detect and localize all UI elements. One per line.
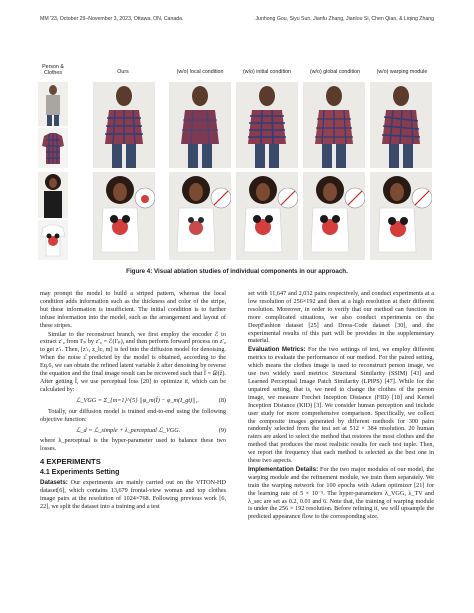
result-wo-local-1: [169, 82, 231, 168]
header-authors: Junhong Gou, Siyu Sun, Jianfu Zhang, Jianlou Si, Chen Qian, & Liqing Zhang: [255, 16, 434, 22]
paragraph-text: Our experiments are mainly carried out on the VITON-HD dataset[6], which contains 13,679 frontal-view woman and top clothes image pairs at the resolution of 1024×768. Following previous work [6, 22], we split the dataset into a training and a test: [40, 479, 226, 510]
paragraph-implementation: [248, 466, 434, 521]
paragraph: where λ_perceptual is the hyper-parameter used to balance these two losses.: [40, 437, 226, 453]
result-wo-warping-1: [370, 82, 432, 168]
result-wo-global-2: [303, 172, 365, 260]
equation-number: (8): [218, 396, 226, 404]
input-person-image-2: [38, 172, 68, 218]
result-wo-initial-1: [236, 82, 298, 168]
label-wo-local: (w/o) local condition: [176, 69, 224, 75]
left-text-column: [40, 290, 226, 512]
paragraph-datasets: [40, 479, 226, 511]
equation-8: [40, 397, 226, 405]
right-text-column: [248, 290, 434, 522]
label-wo-global: (w/o) global condition: [309, 69, 361, 75]
paragraph: may prompt the model to build a striped pattern, whereas the local condition adds information such as the thickness and color of the stripe, but these information is insufficient. The initial condition is to further infuse information into the model, such as the arrangement and layout of these stripes.: [40, 290, 226, 329]
paragraph-metrics: [248, 346, 434, 465]
result-ours-2: [93, 172, 155, 260]
paragraph: Totally, our diffusion model is trained end-to-end using the following objective function:: [40, 407, 226, 423]
runin-heading: Implementation Details:: [248, 465, 319, 473]
label-wo-warping: (w/o) warping module: [376, 69, 428, 75]
result-wo-initial-2: [236, 172, 298, 260]
figure-column-labels: [38, 64, 436, 80]
figure-image-grid: [38, 82, 436, 260]
result-ours-1: [93, 82, 155, 168]
paragraph-text: For the two major modules of our model, the warping module and the refinement module, we train them separately. We train the warping network for 100 epochs with Adam optimizer [21] for the learning rate of 5 × 10⁻⁵. The hyper-parameters λ_VGG, λ_TV and λ_sec are set as 0.2, 0.01 and 6. Note that, the training of warping module is under the 256 × 192 resolution. Before refining it, we will upsample the predicted appearance flow to the corresponding size.: [248, 465, 435, 521]
label-ours: Ours: [117, 69, 129, 75]
input-clothes-image-1: [38, 128, 68, 168]
section-heading: 4 EXPERIMENTS: [40, 457, 101, 467]
header-conference: MM '23, October 29–November 3, 2023, Ottawa, ON, Canada.: [40, 16, 184, 22]
equation-body: ℒ_d = ℒ_simple + λ_perceptual ℒ_VGG.: [76, 426, 181, 434]
result-wo-warping-2: [370, 172, 432, 260]
input-clothes-image-2: [38, 220, 68, 260]
label-wo-initial: (w/o) initial condition: [243, 69, 291, 75]
equation-number: (9): [218, 426, 226, 434]
equation-body: ℒ_VGG = Σ_{m=1}^{5} ||φ_m(Î) − φ_m(I_gt)||₁.: [76, 396, 200, 404]
input-person-image-1: [38, 82, 68, 126]
paragraph-text: For the two settings of test, we employ different metrics to evaluate the performance of our method. For the paired setting, which means the clothes image is used to reconstruct person image, we use two widely used metrics: Structural Similarity (SSIM) [43] and Learned Perceptual Image Patch Similarity (LPIPS) [47]. While for the unpaired setting, that is, we need to change the clothes of the person image, we measure Frechet Inception Distance (FID) [18] and Kernel Inception Distance (KID) [3]. We consider human perception and include user study for more comprehensive comparison. Specifically, we collect the composite images generated by different methods for 300 pairs randomly selected from the test set at 512 × 384 resolution. 20 human raters are asked to select the method that restores the most clothes and the method that produces the most realistic results for each test tuple. Then, we report the frequency that each method is selected as the best one in these two aspects.: [248, 346, 434, 465]
figure-4: [38, 66, 436, 262]
figure-caption: Figure 4: Visual ablation studies of individual components in our approach.: [126, 268, 348, 275]
label-person-clothes: Person & Clothes: [42, 64, 64, 76]
result-wo-global-1: [303, 82, 365, 168]
equation-9: [40, 427, 226, 435]
page-header: [40, 16, 434, 28]
result-wo-local-2: [169, 172, 231, 260]
paragraph: set with 11,647 and 2,032 pairs respectively, and conduct experiments at a low resolution of 256×192 and then at a high resolution at their different resolution. Moreover, in order to verify that our method can function in more complicated situations, we also conduct experiments on the DeepFashion dataset [25] and Dress-Code dataset [30], and the experimental results of this part will be provides in the supplementary material.: [248, 290, 434, 345]
paragraph: Similar to the reconstruct branch, we first employ the encoder ℰ to extract z′₀ from I′ₚ by z′₀ = ℰ(I′ₚ), and then perform forward process on z′₀ to get z′ₜ. Then, [z′ₜ, z_lc, m] is fed into the diffusion model for denoising. When the noise ε̂ predicted by the model is obtained, according to the Eq.6, we can obtain the refined latent variable ẑ after denoising by reverse the equation and the final image result can be recovered such that Î = 𝒟(ẑ). After getting Î, we use perceptual loss [20] to optimize it, which can be calculated by:: [40, 330, 226, 393]
subsection-heading: 4.1 Experiments Setting: [40, 469, 120, 477]
runin-heading: Datasets:: [40, 479, 68, 487]
runin-heading: Evaluation Metrics:: [248, 346, 306, 354]
